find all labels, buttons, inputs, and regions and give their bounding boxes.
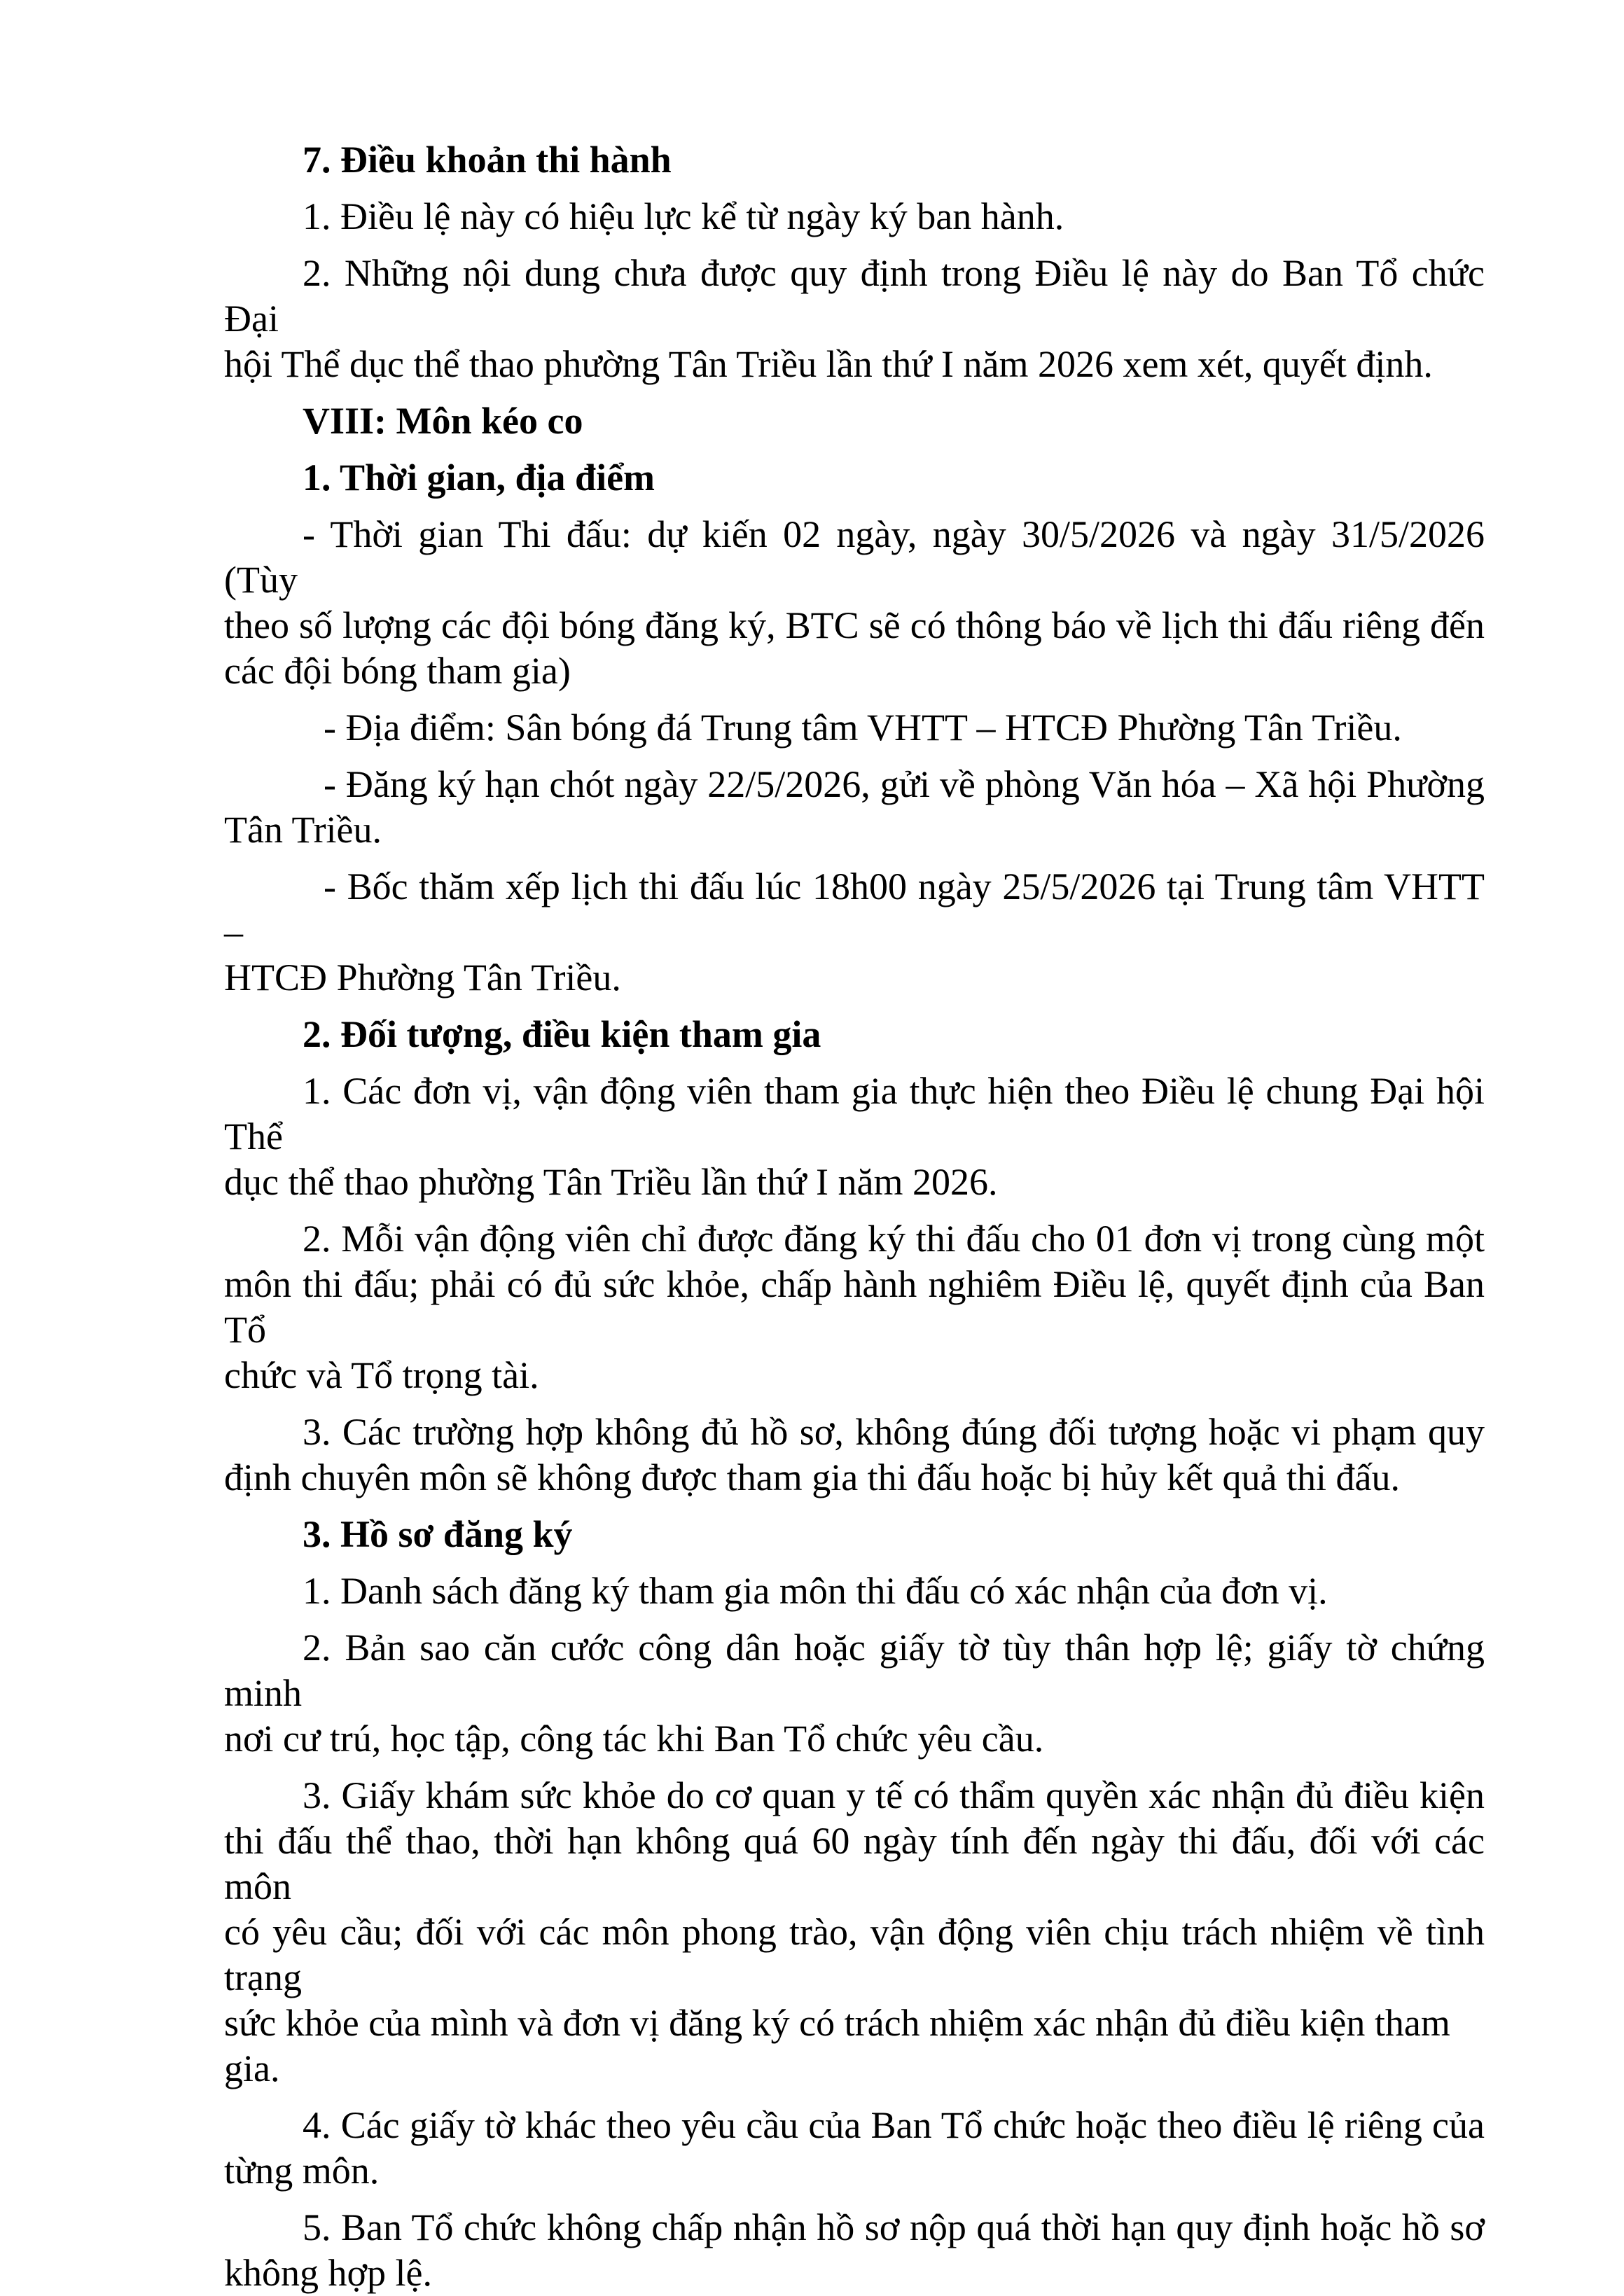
body-paragraph [224,1069,1485,1205]
text-line: hội Thể dục thể thao phường Tân Triều lần thứ I năm 2026 xem xét, quyết định. [224,343,1433,385]
text-line: theo số lượng các đội bóng đăng ký, BTC sẽ có thông báo về lịch thi đấu riêng đến [224,604,1485,646]
document-body [224,137,1485,2296]
text-line: HTCĐ Phường Tân Triều. [224,956,621,999]
text-line: 3. Các trường hợp không đủ hồ sơ, không đúng đối tượng hoặc vi phạm quy [303,1411,1485,1453]
text-line: từng môn. [224,2150,380,2192]
text-line: 7. Điều khoản thi hành [303,139,672,181]
text-line: không hợp lệ. [224,2252,433,2294]
text-line: - Bốc thăm xếp lịch thi đấu lúc 18h00 ngày 25/5/2026 tại Trung tâm VHTT – [224,865,1485,953]
text-line: 2. Mỗi vận động viên chỉ được đăng ký thi đấu cho 01 đơn vị trong cùng một [303,1218,1485,1260]
text-line: Tân Triều. [224,809,382,851]
text-line: 3. Giấy khám sức khỏe do cơ quan y tế có thẩm quyền xác nhận đủ điều kiện [303,1774,1485,1816]
body-paragraph [224,705,1485,751]
text-line: 2. Đối tượng, điều kiện tham gia [303,1013,821,1055]
section-heading [224,398,1485,444]
body-paragraph [224,1625,1485,1762]
text-line: thi đấu thể thao, thời hạn không quá 60 ngày tính đến ngày thi đấu, đối với các môn [224,1820,1485,1907]
text-line: môn thi đấu; phải có đủ sức khỏe, chấp hành nghiêm Điều lệ, quyết định của Ban Tổ [224,1263,1485,1351]
text-line: - Thời gian Thi đấu: dự kiến 02 ngày, ngày 30/5/2026 và ngày 31/5/2026 (Tùy [224,513,1485,601]
text-line: 1. Danh sách đăng ký tham gia môn thi đấu có xác nhận của đơn vị. [303,1570,1328,1612]
text-line: nơi cư trú, học tập, công tác khi Ban Tổ chức yêu cầu. [224,1718,1044,1760]
text-line: 1. Các đơn vị, vận động viên tham gia thực hiện theo Điều lệ chung Đại hội Thể [224,1070,1485,1157]
text-line: - Địa điểm: Sân bóng đá Trung tâm VHTT – HTCĐ Phường Tân Triều. [324,707,1402,749]
section-heading [224,137,1485,183]
section-heading [224,1012,1485,1057]
text-line: VIII: Môn kéo co [303,400,583,442]
body-paragraph [224,1773,1485,2092]
text-line: các đội bóng tham gia) [224,650,571,692]
body-paragraph [224,762,1485,853]
text-line: chức và Tổ trọng tài. [224,1354,539,1396]
text-line: dục thể thao phường Tân Triều lần thứ I năm 2026. [224,1161,998,1203]
body-paragraph [224,512,1485,694]
text-line: 2. Những nội dung chưa được quy định trong Điều lệ này do Ban Tổ chức Đại [224,252,1485,340]
body-paragraph [224,1410,1485,1501]
text-line: 1. Điều lệ này có hiệu lực kể từ ngày ký ban hành. [303,195,1064,237]
body-paragraph [224,194,1485,239]
text-line: 5. Ban Tổ chức không chấp nhận hồ sơ nộp quá thời hạn quy định hoặc hồ sơ [303,2206,1485,2248]
text-line: 2. Bản sao căn cước công dân hoặc giấy tờ tùy thân hợp lệ; giấy tờ chứng minh [224,1627,1485,1714]
body-paragraph [224,2103,1485,2194]
text-line: - Đăng ký hạn chót ngày 22/5/2026, gửi về phòng Văn hóa – Xã hội Phường [324,763,1485,805]
text-line: 3. Hồ sơ đăng ký [303,1513,573,1555]
body-paragraph [224,864,1485,1001]
text-line: có yêu cầu; đối với các môn phong trào, vận động viên chịu trách nhiệm về tình trạng [224,1911,1485,1998]
text-line: 1. Thời gian, địa điểm [303,457,655,499]
section-heading [224,1512,1485,1557]
text-line: 4. Các giấy tờ khác theo yêu cầu của Ban Tổ chức hoặc theo điều lệ riêng của [303,2104,1485,2146]
body-paragraph [224,251,1485,387]
body-paragraph [224,1216,1485,1398]
text-line: sức khỏe của mình và đơn vị đăng ký có trách nhiệm xác nhận đủ điều kiện tham gia. [224,2002,1450,2089]
body-paragraph [224,2205,1485,2296]
section-heading [224,455,1485,501]
body-paragraph [224,1568,1485,1614]
text-line: định chuyên môn sẽ không được tham gia thi đấu hoặc bị hủy kết quả thi đấu. [224,1456,1400,1498]
